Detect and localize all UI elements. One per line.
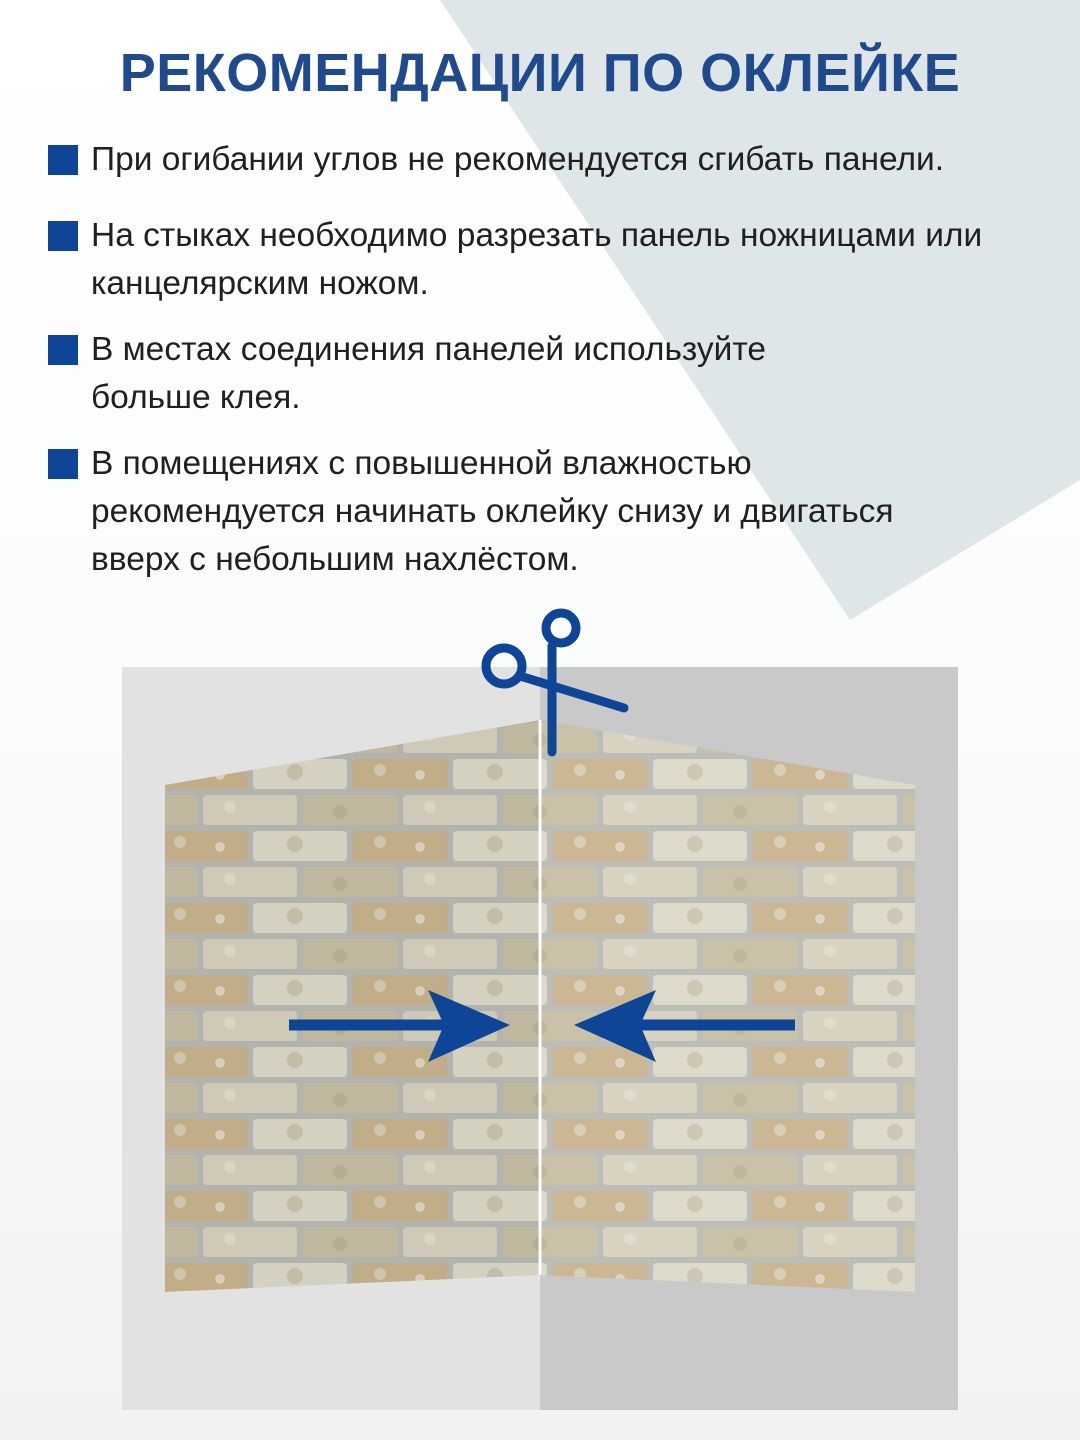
square-bullet-icon xyxy=(48,449,78,479)
square-bullet-icon xyxy=(48,221,78,251)
tip-text: В местах соединения панелей используйте больше клея. xyxy=(91,331,766,416)
corner-panels-illustration xyxy=(0,600,1080,1440)
brick-panel-right xyxy=(540,720,915,1292)
page-title: РЕКОМЕНДАЦИИ ПО ОКЛЕЙКЕ xyxy=(119,43,961,103)
tip-text: При огибании углов не рекомендуется сгибать панели. xyxy=(91,141,945,178)
brick-panel-left xyxy=(165,720,540,1292)
square-bullet-icon xyxy=(48,145,78,175)
tip-text: В помещениях с повышенной влажностью рекомендуется начинать оклейку снизу и двигаться вверх с небольшим нахлёстом. xyxy=(91,445,894,578)
square-bullet-icon xyxy=(48,335,78,365)
tip-text: На стыках необходимо разрезать панель ножницами или канцелярским ножом. xyxy=(91,217,983,302)
